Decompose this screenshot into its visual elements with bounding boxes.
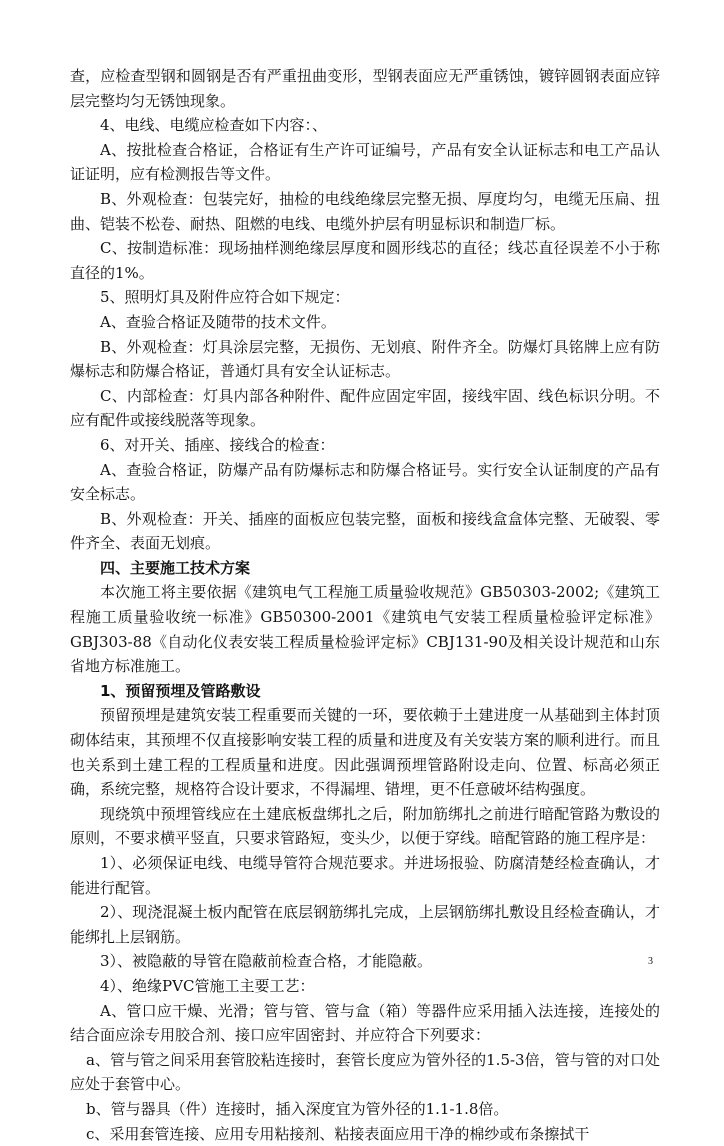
paragraph: A、查验合格证，防爆产品有防爆标志和防爆合格证号。实行安全认证制度的产品有安全标志。 [70, 460, 660, 504]
paragraph: 3）、被隐蔽的导管在隐蔽前检查合格，才能隐蔽。 [100, 952, 433, 971]
paragraph: b、管与器具（件）连接时，插入深度宜为管外径的1.1-1.8倍。 [86, 1099, 509, 1118]
paragraph: 5、照明灯具及附件应符合如下规定： [100, 288, 350, 307]
paragraph: 4）、绝缘PVC管施工主要工艺： [100, 976, 315, 995]
paragraph: 本次施工将主要依据《建筑电气工程施工质量验收规范》GB50303-2002;《建筑工程施工质量验收统一标准》GB50300-2001《建筑电气安装工程质量检验评定标准》GBJ303-88《自动化仪表安装工程质量检验评定标》CBJ131-90及相关设计规范和山东省地方标准施工。 [70, 583, 660, 676]
paragraph: A、管口应干燥、光滑；管与管、管与盒（箱）等器件应采用插入法连接，连接处的结合面应涂专用胶合剂、接口应牢固密封、并应符合下列要求： [70, 1001, 660, 1045]
paragraph: c、采用套管连接、应用专用粘接剂、粘接表面应用干净的棉纱或布条擦拭干 [86, 1124, 590, 1143]
section-heading: 1、预留预埋及管路敷设 [100, 681, 261, 700]
page-number: 3 [648, 956, 653, 967]
paragraph: B、外观检查：开关、插座的面板应包装完整，面板和接线盒盒体完整、无破裂、零件齐全、表面无划痕。 [70, 509, 660, 553]
paragraph: 6、对开关、插座、接线合的检查： [100, 435, 335, 454]
paragraph: A、查验合格证及随带的技术文件。 [100, 312, 336, 331]
section-heading: 四、主要施工技术方案 [100, 558, 251, 577]
paragraph: A、按批检查合格证，合格证有生产许可证编号，产品有安全认证标志和电工产品认证证明，应有检测报告等文件。 [70, 140, 660, 184]
paragraph: B、外观检查：包装完好，抽检的电线绝缘层完整无损、厚度均匀，电缆无压扁、扭曲、铠装不松卷、耐热、阻燃的电线、电缆外护层有明显标识和制造厂标。 [70, 189, 660, 233]
paragraph: 2）、现浇混凝土板内配管在底层钢筋绑扎完成，上层钢筋绑扎敷设且经检查确认，才能绑扎上层钢筋。 [70, 903, 660, 946]
paragraph: a、管与管之间采用套管胶粘连接时，套管长度应为管外径的1.5-3倍，管与管的对口处应处于套管中心。 [70, 1050, 660, 1094]
paragraph: C、内部检查：灯具内部各种附件、配件应固定牢固，接线牢固、线色标识分明。不应有配件或接线脱落等现象。 [70, 386, 660, 430]
paragraph: C、按制造标准：现场抽样测绝缘层厚度和圆形线芯的直径；线芯直径误差不小于称直径的1%。 [70, 239, 660, 282]
paragraph: 现绕筑中预埋管线应在土建底板盘绑扎之后，附加筋绑扎之前进行暗配管路为敷设的原则，不要求横平竖直，只要求管路短，变头少，以便于穿线。暗配管路的施工程序是： [70, 804, 660, 848]
paragraph: 4、电线、电缆应检查如下内容：、 [100, 116, 328, 135]
paragraph: B、外观检查：灯具涂层完整，无损伤、无划痕、附件齐全。防爆灯具铭牌上应有防爆标志和防爆合格证，普通灯具有安全认证标志。 [70, 337, 660, 381]
document-body [70, 64, 660, 1146]
paragraph: 预留预埋是建筑安装工程重要而关键的一环，要依赖于土建进度一从基础到主体封顶砌体结束，其预埋不仅直接影响安装工程的质量和进度及有关安装方案的顺利进行。而且也关系到土建工程的工程质量和进度。因此强调预埋管路附设走向、位置、标高必须正确，系统完整，规格符合设计要求，不得漏埋、错埋，更不任意破坏结构强度。 [70, 706, 660, 799]
paragraph: 1）、必须保证电线、电缆导管符合规范要求。并进场报验、防腐清楚经检查确认，才能进行配管。 [70, 854, 660, 897]
paragraph: 查，应检查型钢和圆钢是否有严重扭曲变形，型钢表面应无严重锈蚀，镀锌圆钢表面应锌层完整均匀无锈蚀现象。 [70, 67, 660, 110]
